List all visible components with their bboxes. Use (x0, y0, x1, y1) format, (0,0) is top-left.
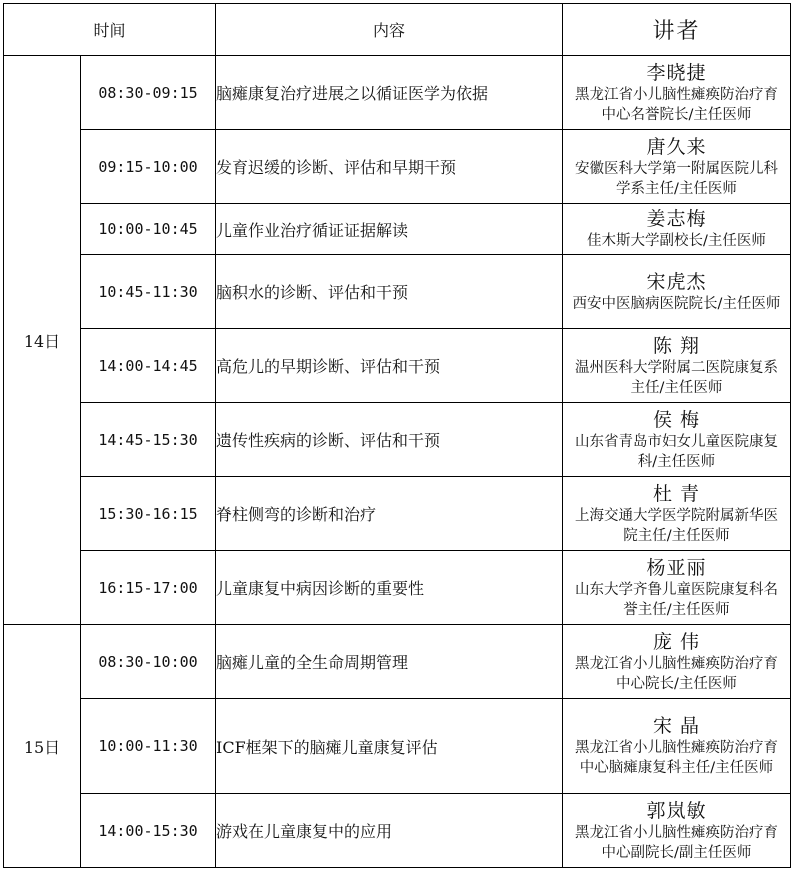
session-time: 14:00-14:45 (81, 329, 216, 403)
table-row (4, 794, 791, 868)
speaker-affiliation: 黑龙江省小儿脑性瘫痪防治疗育中心脑瘫康复科主任/主任医师 (575, 740, 778, 776)
schedule-table (3, 3, 791, 868)
session-topic: 游戏在儿童康复中的应用 (216, 794, 563, 868)
speaker-affiliation: 黑龙江省小儿脑性瘫痪防治疗育中心院长/主任医师 (575, 655, 778, 692)
session-topic: 高危儿的早期诊断、评估和干预 (216, 329, 563, 403)
speaker-name: 庞 伟 (652, 630, 701, 653)
speaker-name: 侯 梅 (652, 408, 701, 431)
session-topic: 遗传性疾病的诊断、评估和干预 (216, 403, 563, 477)
speaker-cell (563, 551, 791, 625)
speaker-cell (563, 329, 791, 403)
session-topic: 儿童作业治疗循证证据解读 (216, 204, 563, 255)
speaker-name: 宋 晶 (652, 715, 701, 737)
speaker-name: 陈 翔 (652, 334, 701, 357)
speaker-cell (563, 625, 791, 699)
header-content: 内容 (216, 4, 563, 56)
session-time: 09:15-10:00 (81, 130, 216, 204)
session-time: 14:45-15:30 (81, 403, 216, 477)
session-time: 08:30-09:15 (81, 56, 216, 130)
session-time: 16:15-17:00 (81, 551, 216, 625)
session-time: 10:45-11:30 (81, 255, 216, 329)
speaker-affiliation: 西安中医脑病医院院长/主任医师 (572, 295, 781, 312)
table-row (4, 255, 791, 329)
header-speaker: 讲者 (563, 4, 791, 56)
table-row (4, 551, 791, 625)
speaker-name: 杨亚丽 (646, 556, 707, 579)
speaker-affiliation: 佳木斯大学副校长/主任医师 (587, 233, 766, 249)
speaker-affiliation: 安徽医科大学第一附属医院儿科学系主任/主任医师 (575, 160, 778, 197)
speaker-cell (563, 130, 791, 204)
speaker-affiliation: 温州医科大学附属二医院康复系主任/主任医师 (575, 359, 778, 396)
session-topic: 脑瘫康复治疗进展之以循证医学为依据 (216, 56, 563, 130)
speaker-affiliation: 黑龙江省小儿脑性瘫痪防治疗育中心副院长/副主任医师 (575, 824, 778, 861)
session-topic: 儿童康复中病因诊断的重要性 (216, 551, 563, 625)
table-row (4, 204, 791, 255)
session-topic: 脊柱侧弯的诊断和治疗 (216, 477, 563, 551)
session-time: 14:00-15:30 (81, 794, 216, 868)
session-topic: 脑积水的诊断、评估和干预 (216, 255, 563, 329)
table-row (4, 329, 791, 403)
session-topic: 发育迟缓的诊断、评估和早期干预 (216, 130, 563, 204)
speaker-cell (563, 477, 791, 551)
speaker-affiliation: 上海交通大学医学院附属新华医院主任/主任医师 (575, 507, 778, 544)
day-label: 15日 (4, 625, 81, 868)
speaker-name: 李晓捷 (646, 61, 707, 84)
table-row (4, 403, 791, 477)
speaker-cell (563, 255, 791, 329)
table-row (4, 699, 791, 794)
day-label: 14日 (4, 56, 81, 625)
speaker-cell (563, 403, 791, 477)
speaker-affiliation: 黑龙江省小儿脑性瘫痪防治疗育中心名誉院长/主任医师 (575, 86, 778, 123)
speaker-affiliation: 山东大学齐鲁儿童医院康复科名誉主任/主任医师 (575, 581, 778, 618)
table-row (4, 130, 791, 204)
speaker-name: 姜志梅 (646, 208, 707, 230)
speaker-name: 宋虎杰 (646, 270, 707, 293)
session-time: 08:30-10:00 (81, 625, 216, 699)
speaker-cell (563, 794, 791, 868)
speaker-cell (563, 204, 791, 255)
speaker-cell (563, 56, 791, 130)
header-time: 时间 (4, 4, 216, 56)
table-row (4, 477, 791, 551)
session-topic: 脑瘫儿童的全生命周期管理 (216, 625, 563, 699)
header-row (4, 4, 791, 56)
table-row (4, 56, 791, 130)
table-row (4, 625, 791, 699)
session-time: 15:30-16:15 (81, 477, 216, 551)
session-topic: ICF框架下的脑瘫儿童康复评估 (216, 699, 563, 794)
speaker-name: 郭岚敏 (646, 799, 707, 822)
speaker-name: 唐久来 (646, 135, 707, 158)
session-time: 10:00-11:30 (81, 699, 216, 794)
speaker-cell (563, 699, 791, 794)
session-time: 10:00-10:45 (81, 204, 216, 255)
speaker-name: 杜 青 (652, 482, 701, 505)
speaker-affiliation: 山东省青岛市妇女儿童医院康复科/主任医师 (575, 433, 778, 470)
